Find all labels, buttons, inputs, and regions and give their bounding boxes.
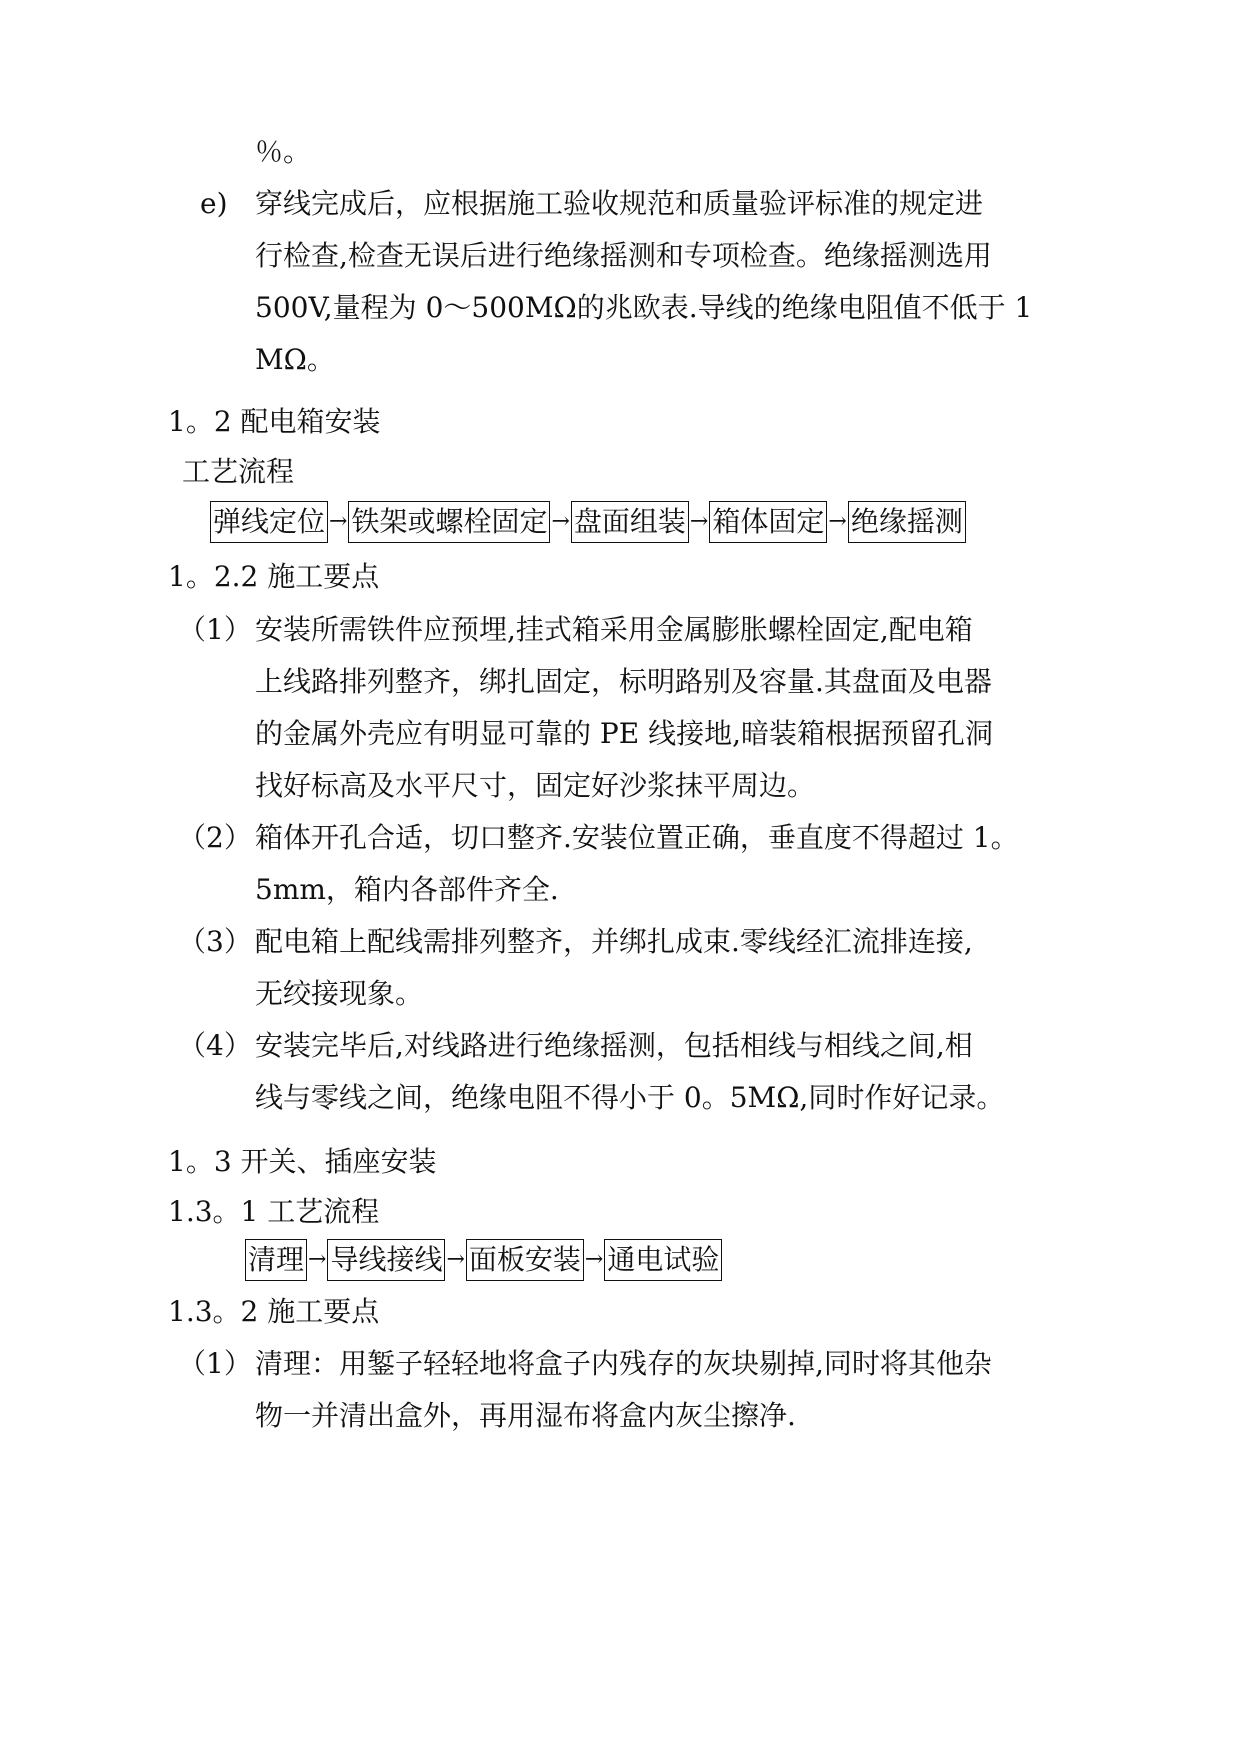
section-1-3-points-heading: 1.3。2 施工要点 (168, 1295, 380, 1328)
flow-step: 弹线定位 (210, 501, 328, 543)
continued-text: ％。 (255, 135, 312, 168)
process-flow-1-3 (245, 1238, 722, 1282)
item-e-line-1: 穿线完成后，应根据施工验收规范和质量验评标准的规定进 (255, 187, 984, 220)
arrow-right-icon: → (828, 509, 847, 534)
list-item-line: 清理：用錾子轻轻地将盒子内残存的灰块剔掉,同时将其他杂 (255, 1347, 992, 1380)
list-item-line: 箱体开孔合适，切口整齐.安装位置正确，垂直度不得超过 1。 (255, 821, 1019, 854)
flow-step: 清理 (245, 1239, 307, 1281)
arrow-right-icon: → (329, 509, 348, 534)
list-item-line: 线与零线之间，绝缘电阻不得小于 0。5MΩ,同时作好记录。 (255, 1081, 1005, 1114)
list-item-line: 找好标高及水平尺寸，固定好沙浆抹平周边。 (255, 769, 816, 802)
flow-step: 导线接线 (327, 1239, 445, 1281)
list-item-line: 5mm，箱内各部件齐全. (255, 873, 559, 906)
item-e-line-4: MΩ。 (255, 343, 335, 376)
flow-step: 盘面组装 (571, 501, 689, 543)
section-1-3-heading: 1。3 开关、插座安装 (168, 1145, 437, 1178)
flow-step: 铁架或螺栓固定 (348, 501, 550, 543)
list-item-line: 上线路排列整齐，绑扎固定，标明路别及容量.其盘面及电器 (255, 665, 992, 698)
section-1-2-points-heading: 1。2.2 施工要点 (168, 560, 380, 593)
process-flow-1-2 (210, 500, 966, 544)
flow-step: 通电试验 (604, 1239, 722, 1281)
list-item-marker: （3） (178, 925, 252, 958)
arrow-right-icon: → (584, 1247, 604, 1272)
list-item-line: 的金属外壳应有明显可靠的 PE 线接地,暗装箱根据预留孔洞 (255, 717, 993, 750)
list-item-line: 安装完毕后,对线路进行绝缘摇测，包括相线与相线之间,相 (255, 1029, 973, 1062)
section-1-2-sub: 工艺流程 (182, 455, 295, 488)
item-e-line-2: 行检查,检查无误后进行绝缘摇测和专项检查。绝缘摇测选用 (255, 239, 992, 272)
list-item-line: 配电箱上配线需排列整齐，并绑扎成束.零线经汇流排连接, (255, 925, 973, 958)
list-item-marker: （4） (178, 1029, 252, 1062)
list-item-marker: （2） (178, 821, 252, 854)
item-e-marker: e) (200, 187, 228, 220)
section-1-3-sub: 1.3。1 工艺流程 (168, 1195, 380, 1228)
list-item-line: 物一并清出盒外，再用湿布将盒内灰尘擦净. (255, 1399, 796, 1432)
item-e-line-3: 500V,量程为 0～500MΩ的兆欧表.导线的绝缘电阻值不低于 1 (255, 291, 1033, 324)
list-item-marker: （1） (178, 613, 252, 646)
flow-step: 绝缘摇测 (848, 501, 966, 543)
section-1-2-heading: 1。2 配电箱安装 (168, 405, 381, 438)
arrow-right-icon: → (551, 509, 570, 534)
list-item-line: 无绞接现象。 (255, 977, 424, 1010)
list-item-marker: （1） (178, 1347, 252, 1380)
arrow-right-icon: → (689, 509, 709, 534)
list-item-line: 安装所需铁件应预埋,挂式箱采用金属膨胀螺栓固定,配电箱 (255, 613, 973, 646)
flow-step: 面板安装 (466, 1239, 584, 1281)
arrow-right-icon: → (308, 1247, 327, 1272)
arrow-right-icon: → (446, 1247, 465, 1272)
flow-step: 箱体固定 (709, 501, 827, 543)
